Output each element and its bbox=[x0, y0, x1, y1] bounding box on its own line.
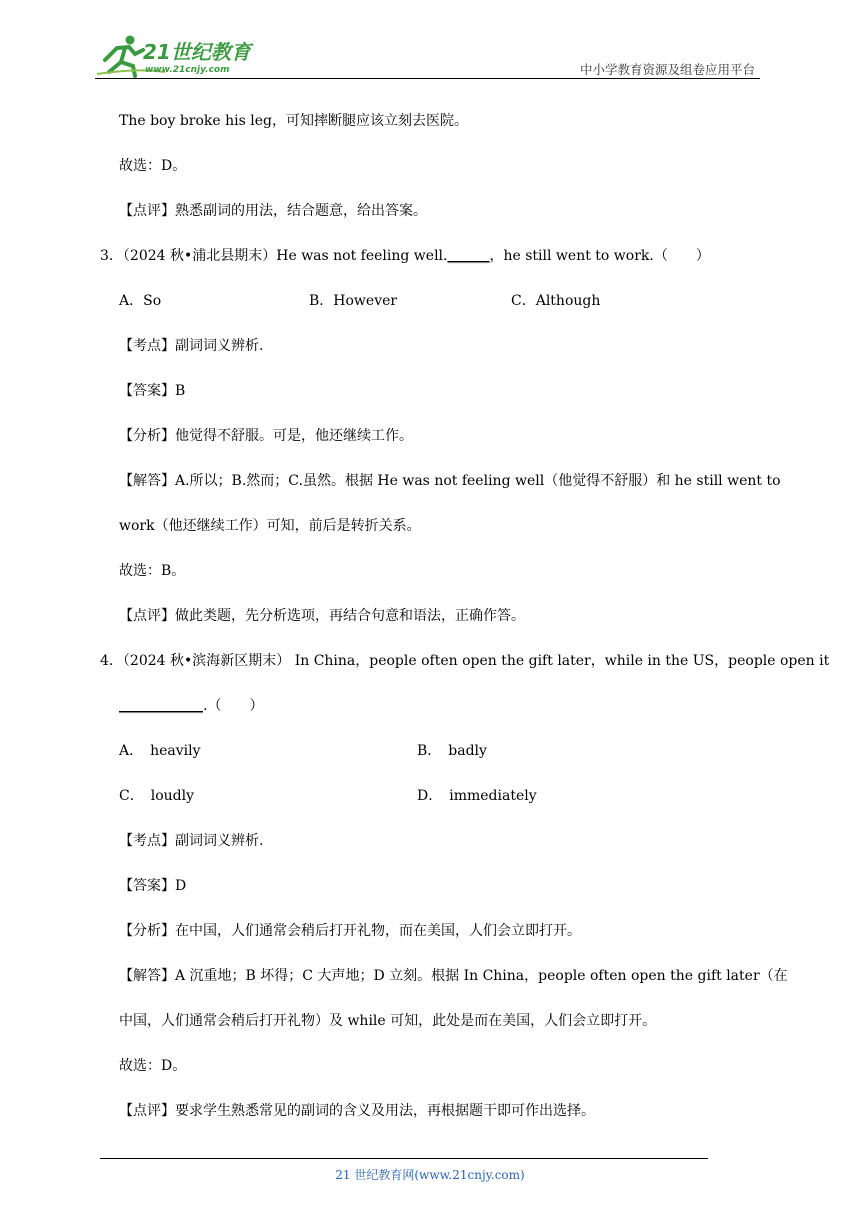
text-line: 故选：D。 bbox=[119, 158, 187, 174]
question-4-blank: ____________ bbox=[119, 698, 203, 714]
question-4-option-c: C． loudly bbox=[119, 788, 194, 804]
footer-divider bbox=[100, 1158, 708, 1159]
text-line: 【点评】熟悉副词的用法，结合题意，给出答案。 bbox=[119, 203, 427, 219]
question-3-option-c: C．Although bbox=[511, 293, 601, 309]
question-4-stem-end: .（ ） bbox=[203, 698, 264, 714]
header-divider bbox=[95, 78, 760, 79]
question-4-choice: 故选：D。 bbox=[119, 1058, 187, 1074]
question-3-choice: 故选：B。 bbox=[119, 563, 186, 579]
question-4-option-d: D． immediately bbox=[417, 788, 537, 804]
question-3-answer: 【答案】B bbox=[119, 383, 186, 399]
question-3-kaodian: 【考点】副词词义辨析. bbox=[119, 338, 264, 354]
question-4-option-b: B． badly bbox=[417, 743, 487, 759]
question-4-stem-line-2 bbox=[119, 697, 263, 715]
question-3-analysis: 【分析】他觉得不舒服。可是，他还继续工作。 bbox=[119, 428, 413, 444]
question-4-option-a: A． heavily bbox=[119, 743, 201, 759]
question-3-stem-end: ，he still went to work.（ ） bbox=[489, 248, 710, 264]
logo-text: 21世纪教育 bbox=[143, 40, 251, 64]
header-platform-name: 中小学教育资源及组卷应用平台 bbox=[579, 62, 755, 77]
question-4-solution-line-1: 【解答】A 沉重地；B 坏得；C 大声地；D 立刻。根据 In China，people often open the gift later（在 bbox=[119, 968, 788, 984]
logo-url: www.21cnjy.com bbox=[145, 65, 230, 75]
question-3-solution-line-1: 【解答】A.所以；B.然而；C.虽然。根据 He was not feeling well（他觉得不舒服）和 he still went to bbox=[119, 473, 781, 489]
question-4-kaodian: 【考点】副词词义辨析. bbox=[119, 833, 264, 849]
site-logo bbox=[95, 34, 265, 78]
question-4-answer: 【答案】D bbox=[119, 878, 187, 894]
question-3-option-b: B．However bbox=[309, 293, 398, 309]
question-3-stem-start: 3．（2024 秋•浦北县期末）He was not feeling well. bbox=[100, 248, 448, 264]
question-4-stem: 4．（2024 秋•滨海新区期末） In China，people often open the gift later，while in the US，people open it bbox=[100, 653, 830, 669]
question-4-analysis: 【分析】在中国，人们通常会稍后打开礼物，而在美国，人们会立即打开。 bbox=[119, 923, 581, 939]
footer-link[interactable]: 21 世纪教育网(www.21cnjy.com) bbox=[335, 1168, 525, 1182]
question-3-stem bbox=[100, 247, 710, 265]
text-line: The boy broke his leg，可知摔断腿应该立刻去医院。 bbox=[119, 113, 468, 129]
question-4-solution-line-2: 中国，人们通常会稍后打开礼物）及 while 可知，此处是而在美国，人们会立即打开。 bbox=[119, 1013, 657, 1029]
question-4-comment: 【点评】要求学生熟悉常见的副词的含义及用法，再根据题干即可作出选择。 bbox=[119, 1103, 595, 1119]
question-3-comment: 【点评】做此类题，先分析选项，再结合句意和语法，正确作答。 bbox=[119, 608, 525, 624]
question-3-solution-line-2: work（他还继续工作）可知，前后是转折关系。 bbox=[119, 518, 421, 534]
question-3-option-a: A．So bbox=[119, 293, 162, 309]
question-3-blank: ______ bbox=[447, 248, 490, 264]
